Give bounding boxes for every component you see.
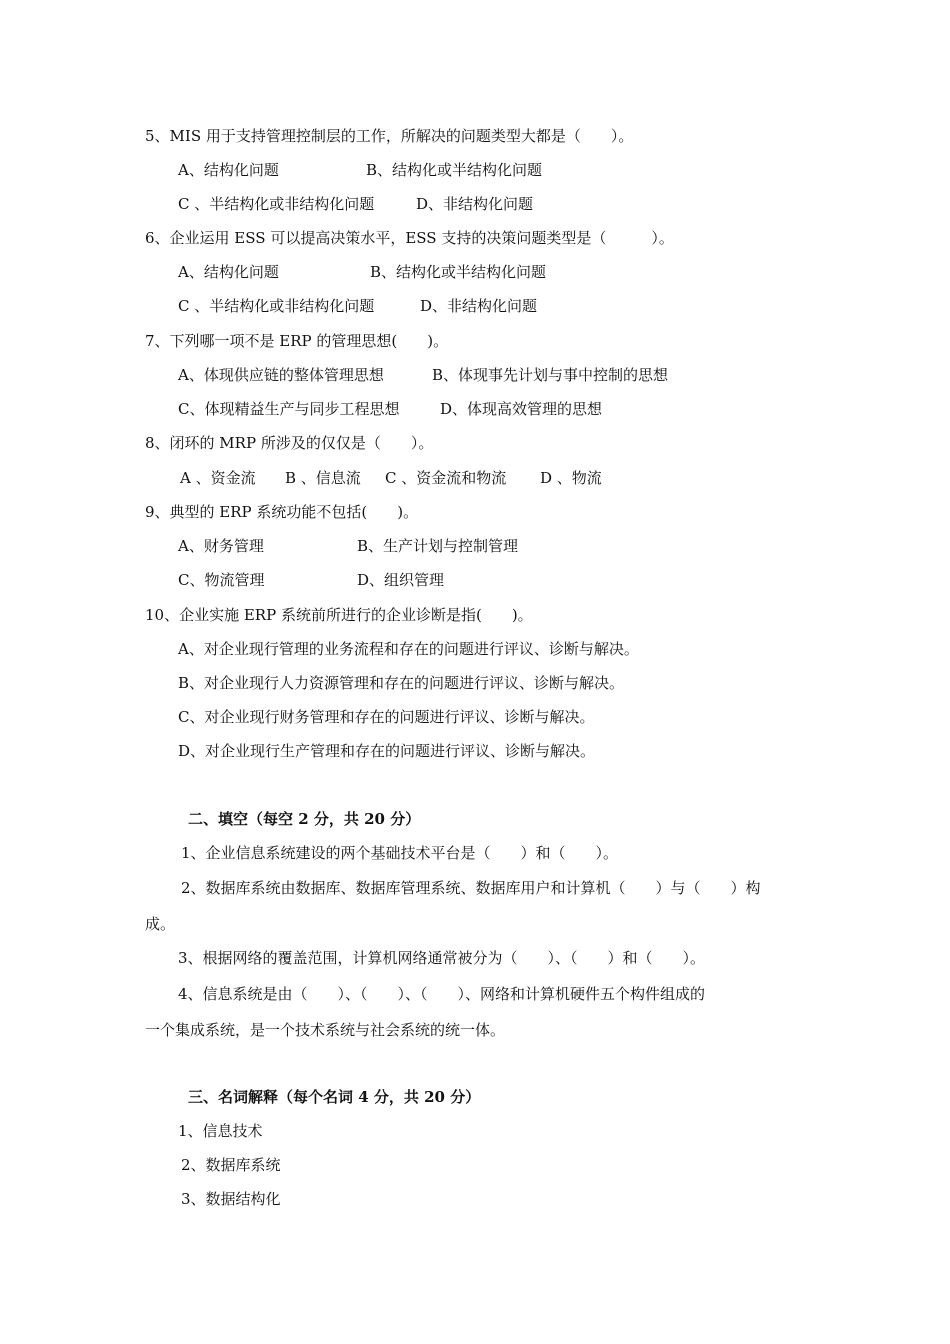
question-8-stem: 8、闭环的 MRP 所涉及的仅仅是（ ）。 (145, 434, 434, 452)
terms-section-heading: 三、名词解释（每个名词 4 分，共 20 分） (188, 1088, 481, 1106)
question-9-option-b: B、生产计划与控制管理 (357, 537, 519, 555)
question-8-option-d: D 、物流 (540, 469, 602, 487)
fill-section-heading: 二、填空（每空 2 分，共 20 分） (188, 810, 421, 828)
question-9-option-a: A、财务管理 (178, 537, 264, 555)
question-9-stem: 9、典型的 ERP 系统功能不包括( )。 (145, 503, 419, 521)
question-7-option-b: B、体现事先计划与事中控制的思想 (432, 366, 669, 384)
question-6-option-a: A、结构化问题 (178, 263, 279, 281)
question-5-option-a: A、结构化问题 (178, 161, 279, 179)
question-6-stem: 6、企业运用 ESS 可以提高决策水平，ESS 支持的决策问题类型是（ ）。 (145, 229, 674, 247)
question-8-option-c: C 、资金流和物流 (385, 469, 507, 487)
question-7-option-c: C、体现精益生产与同步工程思想 (178, 400, 400, 418)
question-10-option-d: D、对企业现行生产管理和存在的问题进行评议、诊断与解决。 (178, 742, 596, 760)
question-6-option-d: D、非结构化问题 (420, 297, 538, 315)
fill-question-3: 3、根据网络的覆盖范围，计算机网络通常被分为（ ）、（ ）和（ ）。 (178, 949, 706, 967)
question-7-stem: 7、下列哪一项不是 ERP 的管理思想( )。 (145, 332, 449, 350)
question-7-option-a: A、体现供应链的整体管理思想 (178, 366, 384, 384)
question-10-option-c: C、对企业现行财务管理和存在的问题进行评议、诊断与解决。 (178, 708, 595, 726)
question-6-option-c: C 、半结构化或非结构化问题 (178, 297, 375, 315)
question-5-option-b: B、结构化或半结构化问题 (366, 161, 543, 179)
question-9-option-c: C、物流管理 (178, 571, 265, 589)
question-9-option-d: D、组织管理 (357, 571, 445, 589)
question-8-option-a: A 、资金流 (180, 469, 256, 487)
question-10-option-a: A、对企业现行管理的业务流程和存在的问题进行评议、诊断与解决。 (178, 640, 639, 658)
fill-question-2-line-1: 2、数据库系统由数据库、数据库管理系统、数据库用户和计算机（ ）与（ ）构 (181, 879, 761, 897)
fill-question-1: 1、企业信息系统建设的两个基础技术平台是（ ）和（ ）。 (181, 844, 619, 862)
question-10-option-b: B、对企业现行人力资源管理和存在的问题进行评议、诊断与解决。 (178, 674, 625, 692)
question-5-stem: 5、MIS 用于支持管理控制层的工作，所解决的问题类型大都是（ ）。 (145, 127, 634, 145)
question-5-option-d: D、非结构化问题 (416, 195, 534, 213)
term-item-1: 1、信息技术 (178, 1122, 263, 1140)
question-7-option-d: D、体现高效管理的思想 (440, 400, 603, 418)
question-5-option-c: C 、半结构化或非结构化问题 (178, 195, 375, 213)
question-10-stem: 10、企业实施 ERP 系统前所进行的企业诊断是指( )。 (145, 606, 533, 624)
fill-question-2-line-2: 成。 (145, 915, 176, 933)
fill-question-4-line-2: 一个集成系统，是一个技术系统与社会系统的统一体。 (145, 1021, 506, 1039)
question-6-option-b: B、结构化或半结构化问题 (370, 263, 547, 281)
term-item-3: 3、数据结构化 (181, 1190, 281, 1208)
question-8-option-b: B 、信息流 (285, 469, 361, 487)
term-item-2: 2、数据库系统 (181, 1156, 281, 1174)
fill-question-4-line-1: 4、信息系统是由（ ）、（ ）、（ ）、网络和计算机硬件五个构件组成的 (178, 985, 706, 1003)
